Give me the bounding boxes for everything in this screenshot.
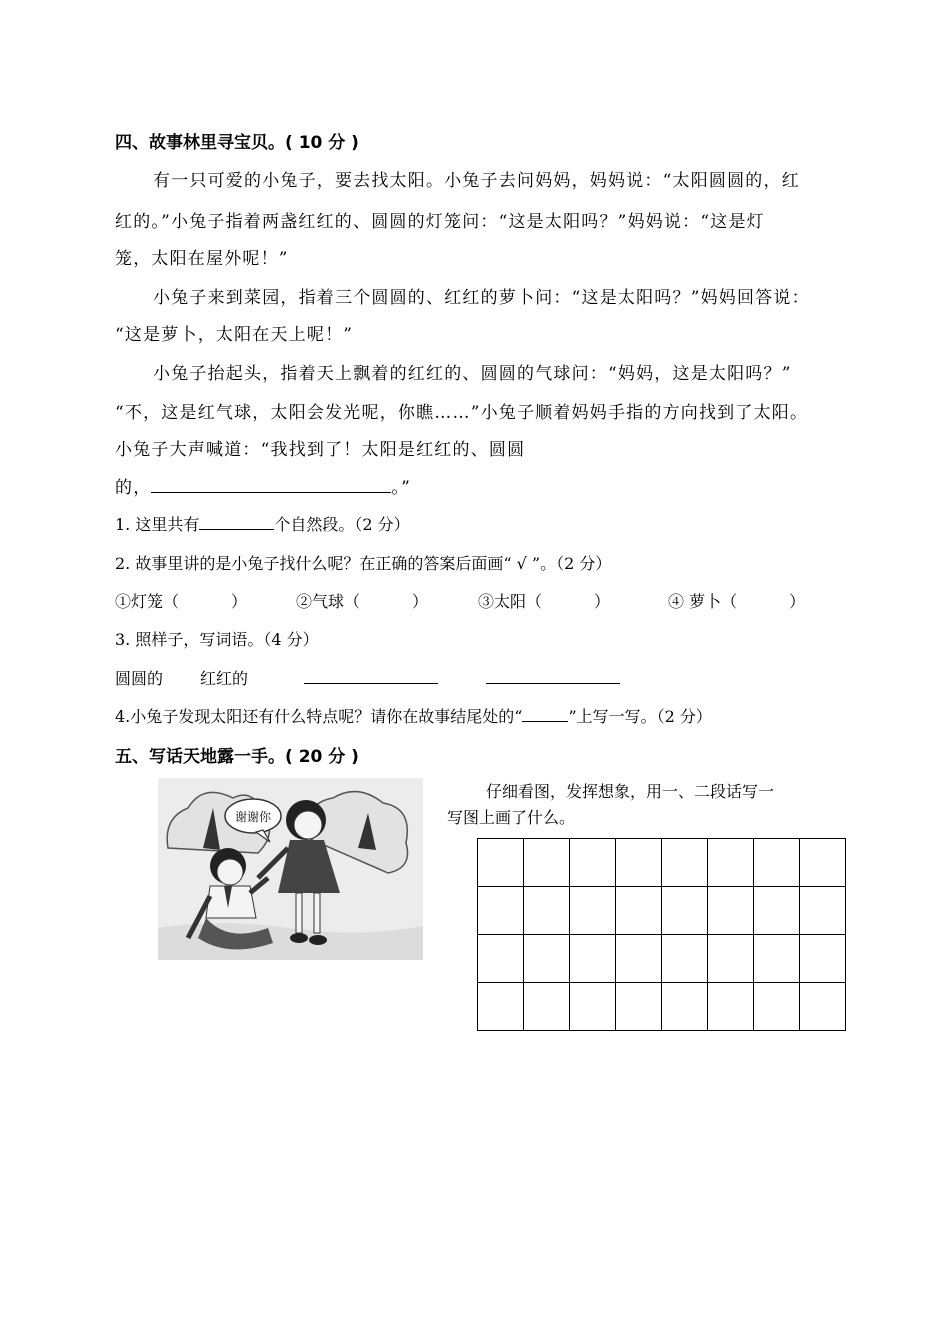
grid-cell[interactable]	[800, 839, 846, 887]
grid-cell[interactable]	[800, 887, 846, 935]
story-line-3: 笼，太阳在屋外呢！”	[115, 249, 289, 269]
writing-grid[interactable]	[477, 838, 846, 1031]
story-line-6: 小兔子抬起头，指着天上飘着的红红的、圆圆的气球问：“妈妈，这是太阳吗？”	[153, 364, 792, 384]
grid-cell[interactable]	[570, 935, 616, 983]
last-line-suffix: 。”	[391, 478, 411, 498]
grid-cell[interactable]	[524, 839, 570, 887]
grid-cell[interactable]	[800, 983, 846, 1031]
grid-row	[478, 839, 846, 887]
grid-cell[interactable]	[616, 887, 662, 935]
option-1[interactable]	[115, 589, 247, 612]
grid-cell[interactable]	[754, 887, 800, 935]
writing-prompt-line-1: 仔细看图，发挥想象，用一、二段话写一	[486, 782, 775, 801]
grid-cell[interactable]	[570, 983, 616, 1031]
grid-cell[interactable]	[800, 935, 846, 983]
grid-row	[478, 887, 846, 935]
option-3-close: ）	[594, 592, 611, 611]
grid-cell[interactable]	[708, 887, 754, 935]
writing-prompt-line-2: 写图上画了什么。	[447, 808, 576, 827]
section4-score: ( 10 分 )	[285, 133, 359, 153]
option-2-close: ）	[412, 592, 429, 611]
story-last-line	[115, 473, 411, 498]
q1-text-a: 1. 这里共有	[115, 515, 200, 534]
grid-cell[interactable]	[478, 887, 524, 935]
grid-cell[interactable]	[478, 935, 524, 983]
grid-cell[interactable]	[708, 935, 754, 983]
grid-cell[interactable]	[662, 935, 708, 983]
story-line-5: “这是萝卜，太阳在天上呢！”	[115, 325, 354, 345]
option-3-label: ③太阳（	[478, 592, 543, 611]
q3-answer-blank-1[interactable]	[304, 683, 438, 684]
grid-cell[interactable]	[662, 983, 708, 1031]
grid-cell[interactable]	[616, 839, 662, 887]
option-2[interactable]	[296, 589, 428, 612]
q1-text-b: 个自然段。（2 分）	[274, 515, 410, 534]
q3-example-1: 圆圆的	[115, 669, 164, 688]
story-answer-blank[interactable]	[151, 478, 391, 493]
two-children-illustration	[158, 778, 423, 960]
section4-heading	[115, 128, 359, 153]
story-line-4: 小兔子来到菜园，指着三个圆圆的、红红的萝卜问：“这是太阳吗？”妈妈回答说：	[153, 288, 810, 308]
grid-row	[478, 935, 846, 983]
grid-cell[interactable]	[616, 983, 662, 1031]
option-4-close: ）	[789, 592, 806, 611]
grid-cell[interactable]	[754, 839, 800, 887]
question-1	[115, 512, 410, 535]
grid-cell[interactable]	[754, 983, 800, 1031]
grid-cell[interactable]	[570, 887, 616, 935]
grid-cell[interactable]	[708, 839, 754, 887]
option-1-close: ）	[231, 592, 248, 611]
section5-heading	[115, 742, 359, 767]
speech-bubble-text: 谢谢你	[234, 810, 272, 824]
option-2-label: ②气球（	[296, 592, 361, 611]
q4-text-b: ”上写一写。（2 分）	[568, 707, 712, 726]
grid-cell[interactable]	[524, 983, 570, 1031]
option-1-label: ①灯笼（	[115, 592, 180, 611]
q1-answer-blank[interactable]	[199, 515, 274, 530]
grid-cell[interactable]	[478, 839, 524, 887]
section4-title: 四、故事林里寻宝贝。	[115, 133, 285, 153]
option-3[interactable]	[478, 589, 610, 612]
last-line-prefix: 的，	[115, 478, 152, 498]
story-line-1: 有一只可爱的小兔子，要去找太阳。小兔子去问妈妈，妈妈说：“太阳圆圆的，红	[153, 171, 800, 191]
grid-cell[interactable]	[662, 887, 708, 935]
q3-example-2: 红红的	[200, 669, 249, 688]
grid-cell[interactable]	[478, 983, 524, 1031]
grid-cell[interactable]	[570, 839, 616, 887]
q3-answer-blank-2[interactable]	[486, 683, 620, 684]
grid-cell[interactable]	[616, 935, 662, 983]
story-line-7: “不，这是红气球，太阳会发光呢，你瞧……”小兔子顺着妈妈手指的方向找到了太阳。	[115, 403, 809, 423]
grid-cell[interactable]	[708, 983, 754, 1031]
writing-prompt-picture	[158, 778, 423, 960]
section5-score: ( 20 分 )	[285, 747, 359, 767]
question-4	[115, 704, 712, 727]
grid-row	[478, 983, 846, 1031]
grid-cell[interactable]	[754, 935, 800, 983]
grid-cell[interactable]	[662, 839, 708, 887]
q4-text-a: 4.小兔子发现太阳还有什么特点呢？请你在故事结尾处的“	[115, 707, 523, 726]
section5-title: 五、写话天地露一手。	[115, 747, 285, 767]
grid-cell[interactable]	[524, 887, 570, 935]
story-line-2: 红的。”小兔子指着两盏红红的、圆圆的灯笼问：“这是太阳吗？”妈妈说：“这是灯	[115, 212, 765, 232]
grid-cell[interactable]	[524, 935, 570, 983]
story-line-8: 小兔子大声喊道：“我找到了！太阳是红红的、圆圆	[115, 440, 526, 460]
option-4-label: ④ 萝卜（	[668, 592, 738, 611]
q4-blank-sample	[522, 707, 568, 722]
option-4[interactable]	[668, 589, 805, 612]
question-3: 3. 照样子，写词语。（4 分）	[115, 630, 319, 649]
question-2: 2. 故事里讲的是小兔子找什么呢？在正确的答案后面画“ √ ”。（2 分）	[115, 554, 612, 573]
